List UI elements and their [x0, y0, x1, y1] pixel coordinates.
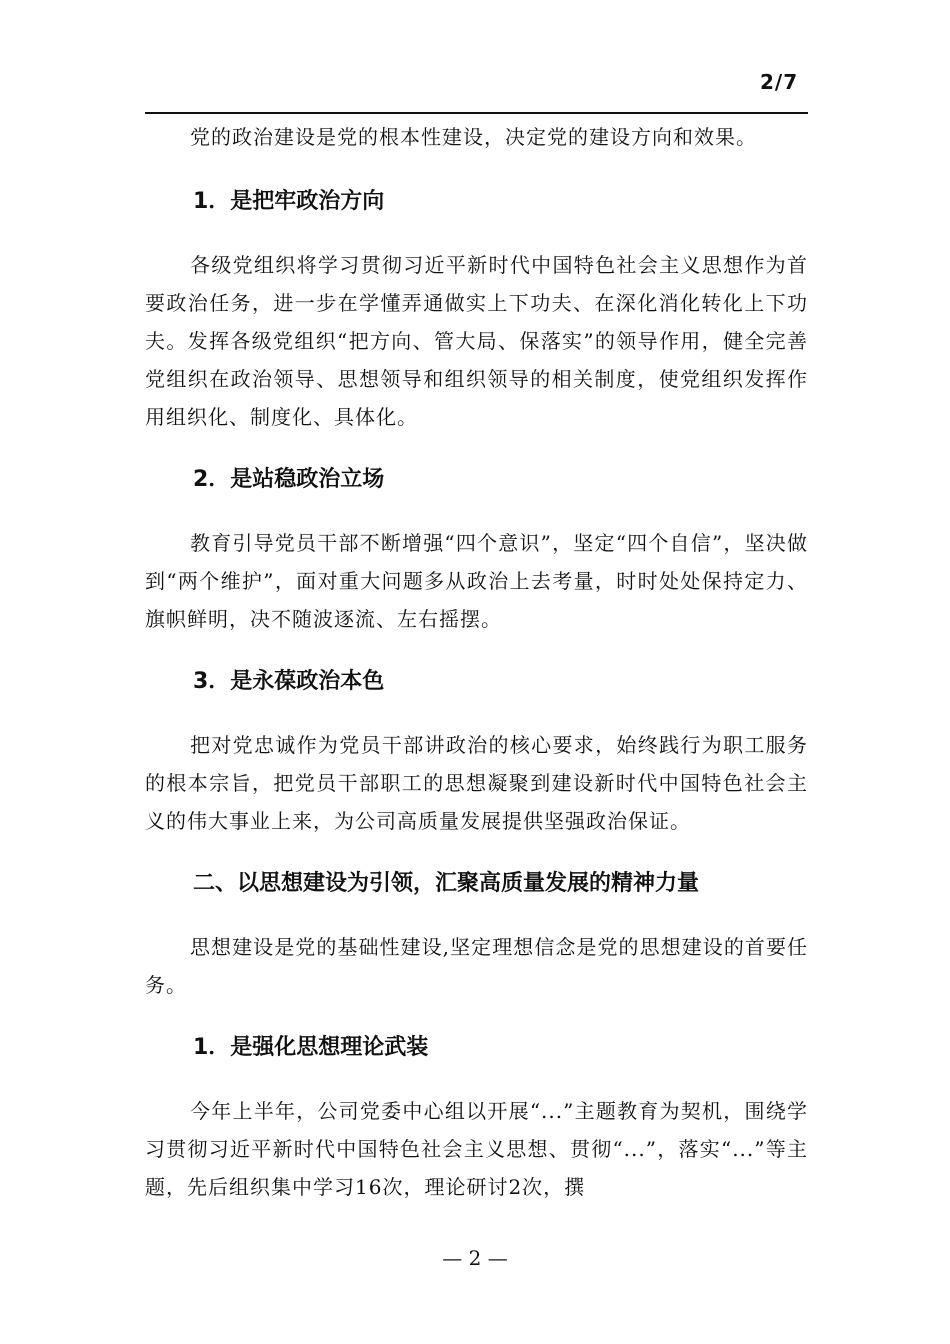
heading-3: 3．是永葆政治本色 [193, 669, 385, 694]
paragraph-5: 今年上半年，公司党委中心组以开展“...”主题教育为契机，围绕学习贯彻习近平新时代中国特色社会主义思想、贯彻“...”，落实“...”等主题，先后组织集中学习16次，理论研讨2次，撰 [145, 1099, 808, 1199]
paragraph-4: 思想建设是党的基础性建设,坚定理想信念是党的思想建设的首要任务。 [145, 935, 808, 997]
section-heading: 二、以思想建设为引领，汇聚高质量发展的精神力量 [193, 871, 700, 896]
heading-2: 2．是站稳政治立场 [193, 467, 385, 492]
page-indicator: 2/7 [760, 70, 799, 94]
intro-paragraph: 党的政治建设是党的根本性建设，决定党的建设方向和效果。 [190, 125, 757, 149]
page-footer: — 2 — [442, 1246, 508, 1270]
document-body [145, 118, 808, 1206]
paragraph-2: 教育引导党员干部不断增强“四个意识”，坚定“四个自信”，坚决做到“两个维护”，面对重大问题多从政治上去考量，时时处处保持定力、旗帜鲜明，决不随波逐流、左右摇摆。 [145, 531, 808, 631]
heading-1: 1．是把牢政治方向 [193, 189, 385, 214]
paragraph-1: 各级党组织将学习贯彻习近平新时代中国特色社会主义思想作为首要政治任务，进一步在学懂弄通做实上下功夫、在深化消化转化上下功夫。发挥各级党组织“把方向、管大局、保落实”的领导作用，健全完善党组织在政治领导、思想领导和组织领导的相关制度，使党组织发挥作用组织化、制度化、具体化。 [145, 253, 808, 429]
heading-4: 1．是强化思想理论武装 [193, 1035, 429, 1060]
paragraph-3: 把对党忠诚作为党员干部讲政治的核心要求，始终践行为职工服务的根本宗旨，把党员干部职工的思想凝聚到建设新时代中国特色社会主义的伟大事业上来，为公司高质量发展提供坚强政治保证。 [145, 733, 808, 833]
header-rule [145, 112, 808, 114]
